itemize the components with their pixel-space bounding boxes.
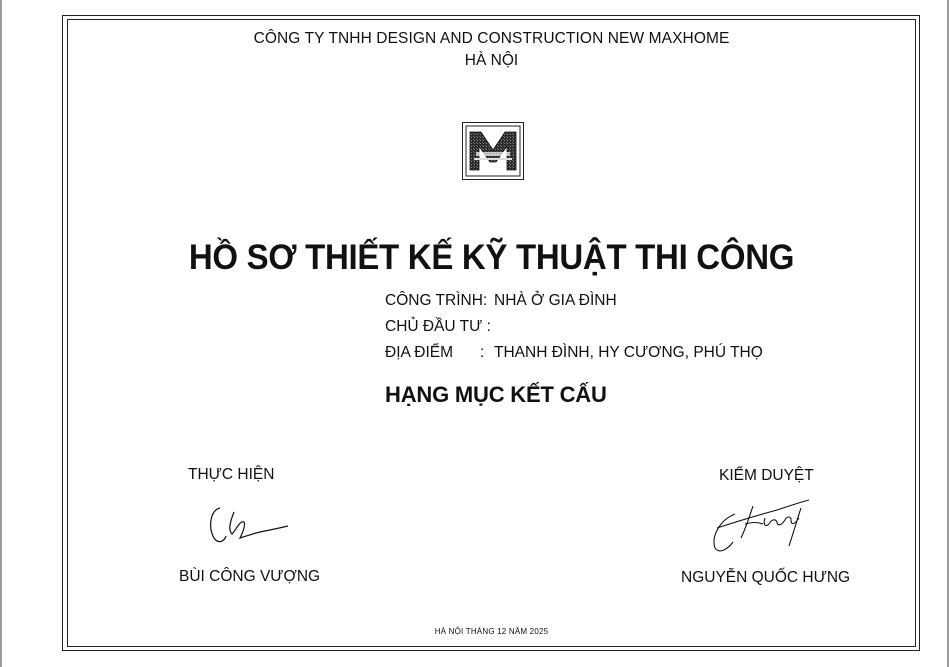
project-value: NHÀ Ở GIA ĐÌNH — [494, 292, 617, 309]
performer-role: THỰC HIỆN — [188, 466, 275, 483]
category-title: HẠNG MỤC KẾT CẤU — [385, 382, 607, 407]
maxhome-logo-icon — [462, 122, 524, 180]
document-title: HỒ SƠ THIẾT KẾ KỸ THUẬT THI CÔNG — [188, 236, 795, 277]
reviewer-signature — [705, 494, 815, 560]
location-colon: : — [480, 344, 485, 361]
project-label: CÔNG TRÌNH: — [385, 292, 488, 309]
company-city: HÀ NỘI — [464, 52, 519, 69]
location-value: THANH ĐÌNH, HY CƯƠNG, PHÚ THỌ — [494, 344, 763, 361]
investor-label: CHỦ ĐẦU TƯ : — [385, 318, 491, 335]
reviewer-role: KIỂM DUYỆT — [719, 467, 814, 484]
company-name: CÔNG TY TNHH DESIGN AND CONSTRUCTION NEW MAXHOME — [253, 30, 730, 47]
performer-name: BÙI CÔNG VƯỢNG — [179, 568, 321, 585]
location-label: ĐỊA ĐIỂM — [385, 344, 454, 361]
footer-date: HÀ NỘI THÁNG 12 NĂM 2025 — [434, 627, 549, 636]
reviewer-name: NGUYỄN QUỐC HƯNG — [681, 569, 851, 586]
window-edge-left — [0, 0, 2, 667]
performer-signature — [200, 500, 295, 550]
